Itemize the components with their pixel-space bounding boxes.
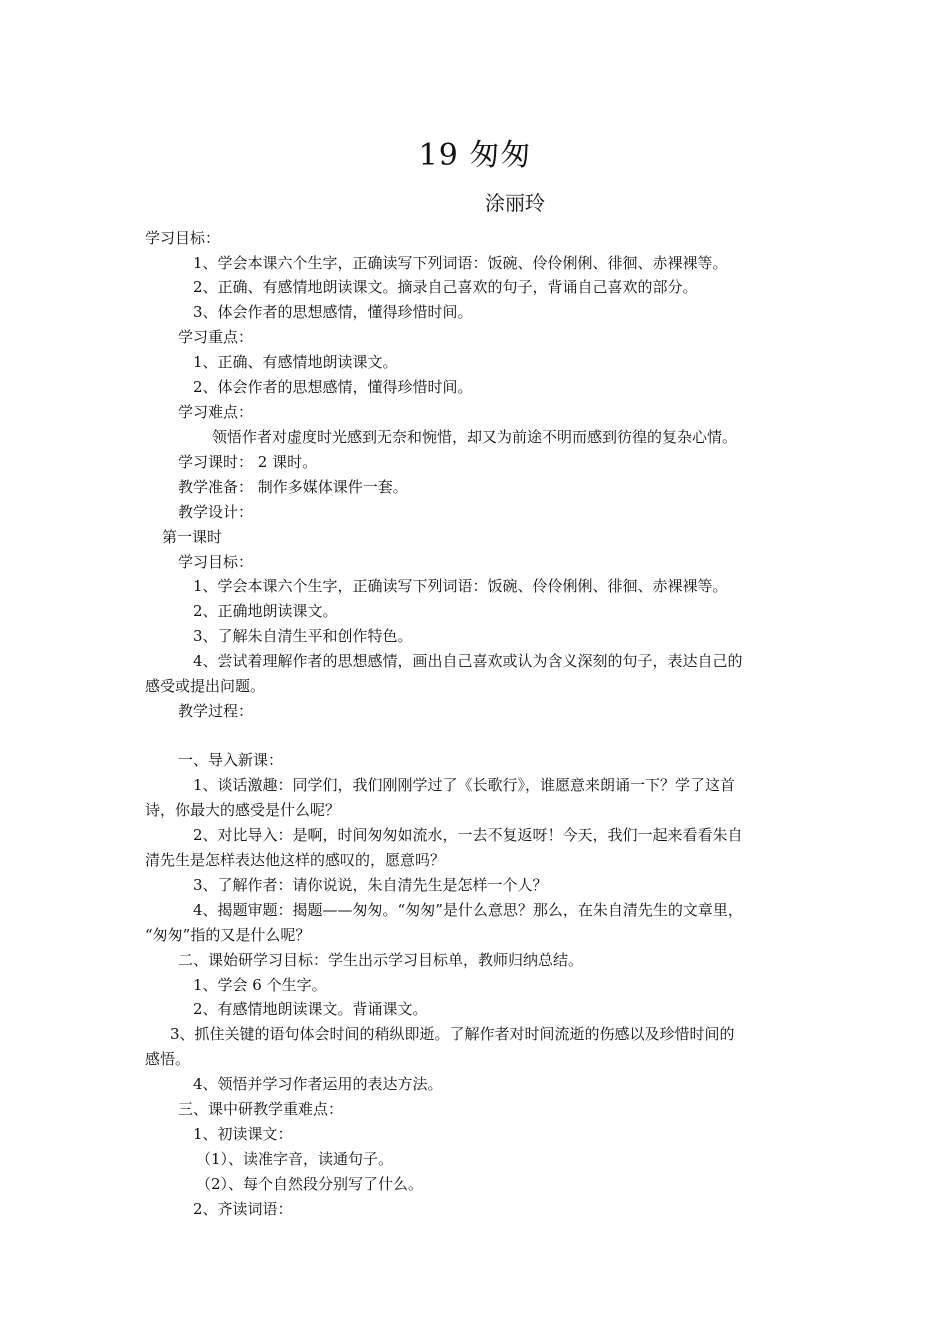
text-line: 1、初读课文： xyxy=(193,1125,293,1143)
text-line: 学习目标： xyxy=(145,229,221,247)
text-line: 清先生是怎样表达他这样的感叹的，愿意吗？ xyxy=(145,851,446,869)
text-line: 4、领悟并学习作者运用的表达方法。 xyxy=(193,1075,443,1093)
text-line: 1、学会本课六个生字，正确读写下列词语：饭碗、伶伶俐俐、徘徊、赤裸裸等。 xyxy=(193,577,728,595)
text-line: 2、正确地朗读课文。 xyxy=(193,602,338,620)
document-author: 涂丽玲 xyxy=(485,191,545,215)
text-line: 教学准备： 制作多媒体课件一套。 xyxy=(178,478,408,496)
text-line: 1、学会 6 个生字。 xyxy=(193,976,327,994)
text-line: 3、了解朱自清生平和创作特色。 xyxy=(193,627,413,645)
text-line: 1、正确、有感情地朗读课文。 xyxy=(193,353,398,371)
text-line: 1、谈话激趣：同学们，我们刚刚学过了《长歌行》，谁愿意来朗诵一下？学了这首 xyxy=(193,776,736,794)
text-line: 3、体会作者的思想感情，懂得珍惜时间。 xyxy=(193,303,473,321)
text-line: 学习难点： xyxy=(178,403,254,421)
text-line: 2、对比导入：是啊，时间匆匆如流水，一去不复返呀！今天，我们一起来看看朱自 xyxy=(193,826,743,844)
text-line: 教学过程： xyxy=(178,702,254,720)
text-line: 诗，你最大的感受是什么呢？ xyxy=(145,801,341,819)
text-line: 2、有感情地朗读课文。背诵课文。 xyxy=(193,1000,428,1018)
text-line: 第一课时 xyxy=(162,528,223,546)
text-line: （2）、每个自然段分别写了什么。 xyxy=(196,1175,424,1193)
text-line: 感受或提出问题。 xyxy=(145,677,266,695)
text-line: （1）、读准字音，读通句子。 xyxy=(196,1150,394,1168)
text-line: 感悟。 xyxy=(145,1050,191,1068)
text-line: “匆匆”指的又是什么呢？ xyxy=(145,926,311,944)
document-title: 19 匆匆 xyxy=(418,138,532,173)
text-line: 教学设计： xyxy=(178,503,254,521)
text-line: 4、揭题审题：揭题——匆匆。“匆匆”是什么意思？那么，在朱自清先生的文章里， xyxy=(193,901,743,919)
text-line: 学习目标： xyxy=(178,553,254,571)
text-line: 学习重点： xyxy=(178,328,254,346)
text-line: 2、齐读词语： xyxy=(193,1200,293,1218)
text-line: 学习课时： 2 课时。 xyxy=(178,453,318,471)
text-line: 1、学会本课六个生字，正确读写下列词语：饭碗、伶伶俐俐、徘徊、赤裸裸等。 xyxy=(193,254,728,272)
text-line: 2、体会作者的思想感情，懂得珍惜时间。 xyxy=(193,378,473,396)
text-line: 3、了解作者：请你说说，朱自清先生是怎样一个人？ xyxy=(193,876,548,894)
text-line: 3、抓住关键的语句体会时间的稍纵即逝。了解作者对时间流逝的伤感以及珍惜时间的 xyxy=(170,1025,735,1043)
text-line: 领悟作者对虚度时光感到无奈和惋惜，却又为前途不明而感到彷徨的复杂心情。 xyxy=(212,428,738,446)
text-line: 4、尝试着理解作者的思想感情，画出自己喜欢或认为含义深刻的句子，表达自己的 xyxy=(193,652,743,670)
text-line: 一、导入新课： xyxy=(178,751,284,769)
text-line: 二、课始研学习目标：学生出示学习目标单，教师归纳总结。 xyxy=(178,951,584,969)
text-line: 三、课中研教学重难点： xyxy=(178,1100,344,1118)
text-line: 2、正确、有感情地朗读课文。摘录自己喜欢的句子，背诵自己喜欢的部分。 xyxy=(193,278,698,296)
